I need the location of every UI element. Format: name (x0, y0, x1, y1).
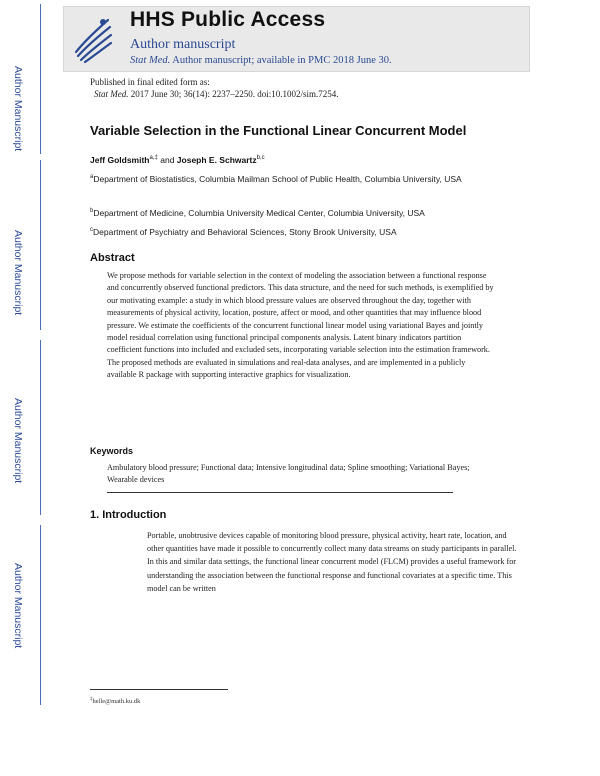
footnote-mark: ‡ (90, 697, 93, 702)
affiliation (90, 224, 560, 238)
published-label: Published in final edited form as: (90, 77, 210, 87)
citation-details: 2017 June 30; 36(14): 2237–2250. doi:10.1002/sim.7254. (130, 89, 339, 99)
availability-text: Author manuscript; available in PMC 2018 June 30. (172, 55, 392, 66)
affiliation-mark: c (90, 227, 93, 233)
margin-rule (40, 340, 41, 515)
side-label: Author Manuscript (12, 66, 24, 152)
affiliation (90, 171, 560, 185)
side-label: Author Manuscript (12, 230, 24, 316)
margin-rule (40, 4, 41, 154)
affiliation-text: Department of Medicine, Columbia University Medical Center, Columbia University, USA (93, 207, 425, 218)
affiliation-mark: b (90, 208, 94, 214)
footnote-email[interactable]: helle@math.ku.dk (92, 698, 141, 706)
margin-rule (40, 525, 41, 705)
author-joiner: and (160, 155, 175, 165)
side-label: Author Manuscript (12, 398, 24, 484)
author-manuscript-label: Author manuscript (130, 37, 236, 52)
citation-journal: Stat Med. (94, 89, 129, 99)
availability-line (130, 55, 392, 66)
abstract-text: We propose methods for variable selection in the context of modeling the association between a functional response and concurrently observed functional predictors. This data structure, and the need for such methods, is exemplified by our motivating example: a study in which blood pressure values are observed throughout the day, together with measurements of physical activity, location, posture, affect or mood, and other quantities that may influence blood pressure. We estimate the coefficients of the concurrent functional linear model using variational Bayes and jointly model residual correlation using functional principal components analysis. Latent binary indicators partition coefficient functions into included and excluded sets, incorporating variable selection into the estimation framework. The proposed methods are evaluated in simulations and real-data analyses, and are implemented in a publicly available R package with supporting interactive graphics for visualization. (107, 271, 494, 380)
keywords-divider (107, 492, 453, 493)
author-name: Jeff Goldsmith (90, 155, 150, 165)
author-list (90, 155, 265, 165)
affiliation (90, 205, 560, 219)
author-marks: b,c (256, 155, 265, 162)
author-marks: a,‡ (149, 155, 158, 162)
affiliation-mark: a (90, 174, 94, 180)
hhs-title: HHS Public Access (130, 8, 326, 31)
keywords-heading: Keywords (90, 446, 134, 456)
footnote (90, 697, 140, 705)
introduction-heading: 1. Introduction (90, 509, 167, 521)
affiliation-text: Department of Biostatistics, Columbia Mailman School of Public Health, Columbia University, USA (93, 173, 462, 184)
citation (94, 89, 339, 99)
margin-rule (40, 160, 41, 330)
affiliation-text: Department of Psychiatry and Behavioral Sciences, Stony Brook University, USA (93, 226, 397, 237)
abstract-heading: Abstract (90, 252, 135, 264)
journal-name: Stat Med. (130, 55, 171, 66)
author-name: Joseph E. Schwartz (176, 155, 257, 165)
keywords-text: Ambulatory blood pressure; Functional data; Intensive longitudinal data; Spline smoothing; Variational Bayes; Wearable devices (107, 463, 470, 484)
footnote-divider (90, 689, 228, 690)
side-label: Author Manuscript (12, 563, 24, 649)
paper-title: Variable Selection in the Functional Linear Concurrent Model (90, 123, 467, 138)
introduction-text: Portable, unobtrusive devices capable of monitoring blood pressure, physical activity, heart rate, location, and other quantities have made it possible to concurrently collect many data streams on study participants in parallel. In this and similar data settings, the functional linear concurrent model (FLCM) provides a useful framework for understanding the association between the functional response and functional covariates at a specific time. This model can be written (147, 531, 517, 593)
hhs-eagle-icon (70, 12, 116, 64)
